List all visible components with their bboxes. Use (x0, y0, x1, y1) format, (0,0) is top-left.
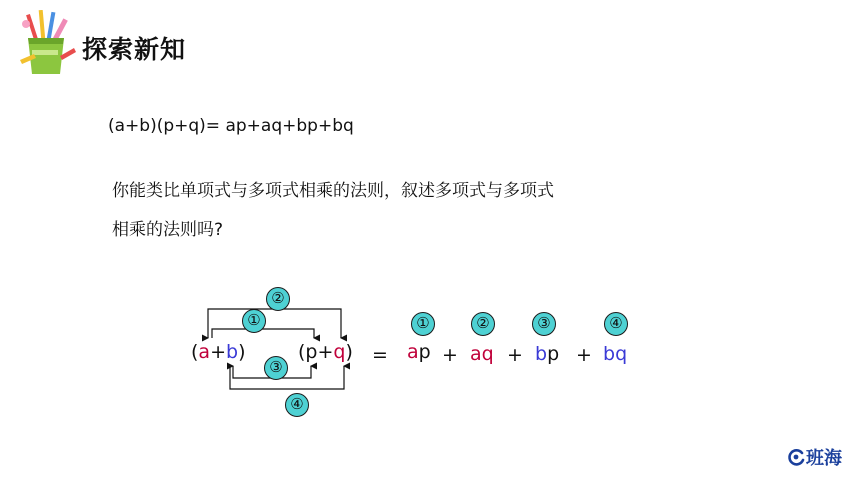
result-term-ap (407, 341, 431, 363)
result-term-aq (470, 343, 494, 365)
step-2-badge: ② (266, 287, 290, 311)
factor-a-plus-b (191, 341, 245, 363)
step-4-badge: ④ (285, 393, 309, 417)
term-first: b (603, 343, 616, 365)
close-paren: ) (345, 341, 353, 363)
result-2-badge: ② (471, 312, 495, 336)
result-term-bp (535, 343, 559, 365)
result-3-badge: ③ (532, 312, 556, 336)
logo-swirl-icon (786, 447, 806, 467)
step-3-badge: ③ (264, 356, 288, 380)
result-1-badge: ① (411, 312, 435, 336)
close-paren: ) (238, 341, 246, 363)
term-q: q (333, 341, 346, 363)
open-paren: ( (191, 341, 199, 363)
term-first: b (535, 343, 548, 365)
factor-p-plus-q (298, 341, 353, 363)
plus-sign: + (317, 341, 334, 363)
plus-sign: + (576, 344, 592, 366)
logo-text: 班海 (806, 448, 842, 469)
question-line-1: 你能类比单项式与多项式相乘的法则，叙述多项式与多项式 (112, 181, 554, 201)
question-line-2: 相乘的法则吗? (112, 220, 224, 240)
term-first: a (470, 343, 482, 365)
open-paren: ( (298, 341, 306, 363)
term-first: a (407, 341, 419, 363)
term-a: a (198, 341, 211, 363)
plus-sign: + (210, 341, 226, 363)
plus-sign: + (507, 344, 523, 366)
term-second: p (547, 343, 560, 365)
term-second: q (481, 343, 494, 365)
term-p: p (305, 341, 318, 363)
step-1-badge: ① (242, 309, 266, 333)
term-second: p (418, 341, 431, 363)
expanded-formula: (a+b)(p+q)= ap+aq+bp+bq (108, 116, 354, 136)
term-second: q (615, 343, 628, 365)
page-title: 探索新知 (82, 35, 187, 64)
equals-sign: = (372, 344, 388, 366)
term-b: b (226, 341, 239, 363)
result-4-badge: ④ (604, 312, 628, 336)
plus-sign: + (442, 344, 458, 366)
result-term-bq (603, 343, 627, 365)
banhai-logo (786, 444, 842, 470)
